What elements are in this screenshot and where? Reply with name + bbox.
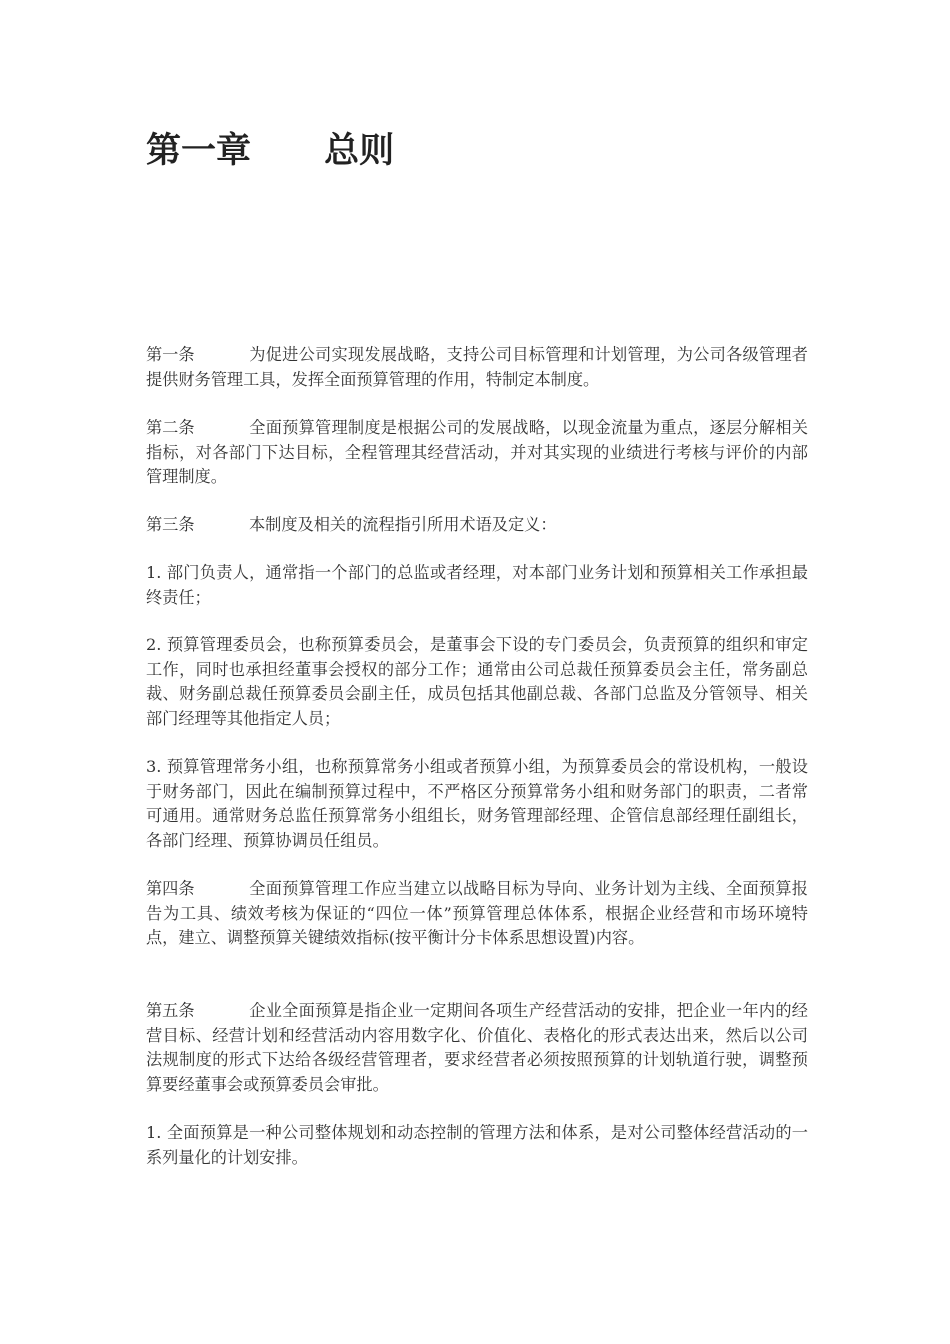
budget-item-1 xyxy=(146,1121,808,1170)
chapter-title xyxy=(146,126,394,176)
article-label: 第五条 xyxy=(146,1001,195,1020)
definition-item-1 xyxy=(146,561,808,610)
item-text: 1. 全面预算是一种公司整体规划和动态控制的管理方法和体系，是对公司整体经营活动的一系列量化的计划安排。 xyxy=(146,1123,808,1167)
article-text: 企业全面预算是指企业一定期间各项生产经营活动的安排，把企业一年内的经营目标、经营计划和经营活动内容用数字化、价值化、表格化的形式表达出来，然后以公司法规制度的形式下达给各级经营管理者，要求经营者必须按照预算的计划轨道行驶，调整预算要经董事会或预算委员会审批。 xyxy=(146,1001,808,1094)
article-label: 第四条 xyxy=(146,879,195,898)
chapter-name: 总则 xyxy=(324,131,395,171)
article-5 xyxy=(146,999,808,1097)
definition-item-3 xyxy=(146,755,808,853)
item-text: 2. 预算管理委员会，也称预算委员会，是董事会下设的专门委员会，负责预算的组织和审定工作，同时也承担经董事会授权的部分工作；通常由公司总裁任预算委员会主任，常务副总裁、财务副总裁任预算委员会副主任，成员包括其他副总裁、各部门总监及分管领导、相关部门经理等其他指定人员； xyxy=(146,635,808,728)
item-text: 1. 部门负责人，通常指一个部门的总监或者经理，对本部门业务计划和预算相关工作承担最终责任； xyxy=(146,563,808,607)
article-label: 第一条 xyxy=(146,345,195,364)
item-text: 3. 预算管理常务小组，也称预算常务小组或者预算小组，为预算委员会的常设机构，一般设于财务部门，因此在编制预算过程中，不严格区分预算常务小组和财务部门的职责，二者常可通用。通常财务总监任预算常务小组组长，财务管理部经理、企管信息部经理任副组长，各部门经理、预算协调员任组员。 xyxy=(146,757,808,850)
article-text: 全面预算管理工作应当建立以战略目标为导向、业务计划为主线、全面预算报告为工具、绩效考核为保证的“四位一体”预算管理总体体系，根据企业经营和市场环境特点，建立、调整预算关键绩效指标(按平衡计分卡体系思想设置)内容。 xyxy=(146,879,808,947)
article-text: 为促进公司实现发展战略，支持公司目标管理和计划管理，为公司各级管理者提供财务管理工具，发挥全面预算管理的作用，特制定本制度。 xyxy=(146,345,808,389)
article-1 xyxy=(146,343,808,392)
chapter-number: 第一章 xyxy=(146,131,252,171)
article-label: 第二条 xyxy=(146,418,195,437)
article-text: 全面预算管理制度是根据公司的发展战略，以现金流量为重点，逐层分解相关指标，对各部门下达目标，全程管理其经营活动，并对其实现的业绩进行考核与评价的内部管理制度。 xyxy=(146,418,808,486)
article-2 xyxy=(146,416,808,490)
definition-item-2 xyxy=(146,633,808,731)
article-text: 本制度及相关的流程指引所用术语及定义： xyxy=(249,515,557,534)
article-3 xyxy=(146,513,808,538)
article-4 xyxy=(146,877,808,951)
article-label: 第三条 xyxy=(146,515,195,534)
